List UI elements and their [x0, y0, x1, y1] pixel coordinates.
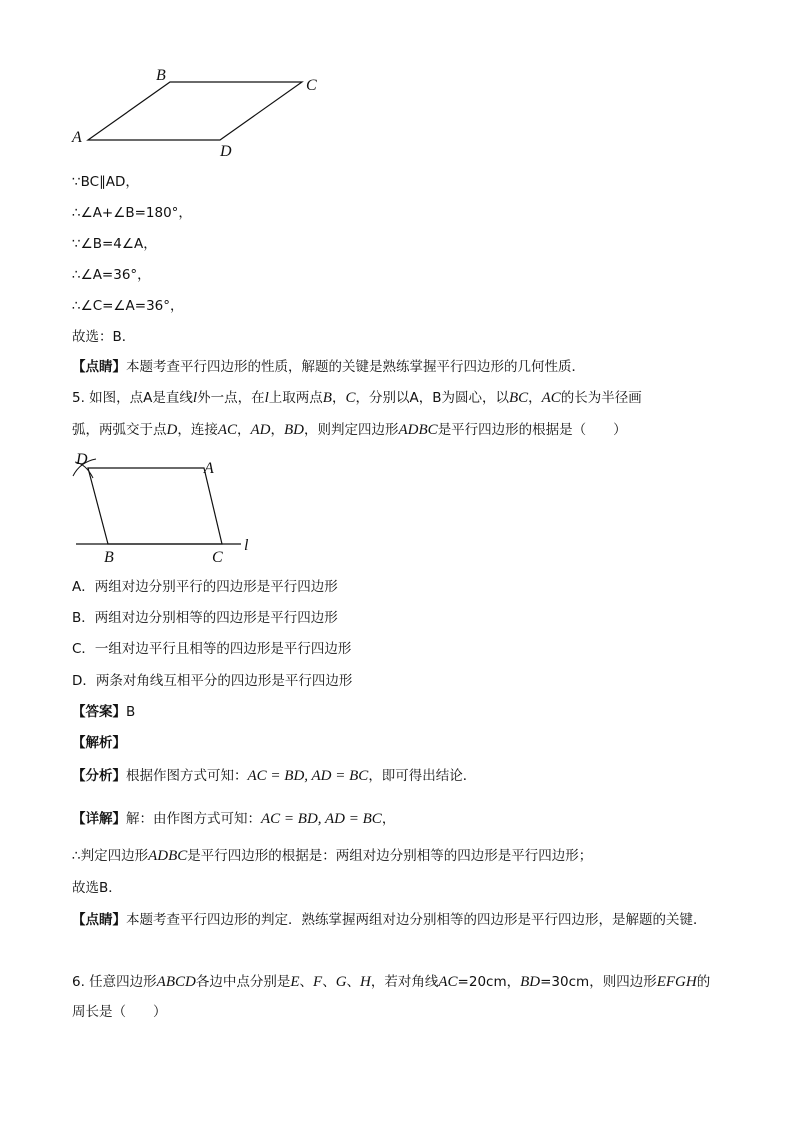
vertex-label-b: B [104, 549, 114, 566]
math-c: C [345, 390, 356, 406]
math-e: E [290, 974, 300, 990]
text: ， [381, 811, 396, 827]
text: 是平行四边形的根据是（ ） [437, 422, 627, 438]
text: 根据作图方式可知： [126, 768, 248, 784]
analysis-fenxi [72, 766, 476, 786]
q5-comment [72, 906, 722, 935]
math-bd: BD [520, 974, 541, 990]
line-label-l: l [244, 537, 249, 554]
vertex-label-a: A [72, 129, 82, 146]
construction-figure [66, 446, 266, 570]
choose: 故选B． [72, 880, 122, 896]
math-ac: AC [217, 422, 238, 438]
text: ， [237, 422, 251, 438]
proof-step-3: ∵∠B=4∠A， [72, 236, 157, 252]
math-expression: AC = BD, AD = BC [247, 768, 369, 784]
math-l: l [264, 390, 269, 406]
math-ac: AC [541, 390, 561, 406]
comment-text: 本题考查平行四边形的判定．熟练掌握两组对边分别相等的四边形是平行四边形，是解题的关键． [126, 912, 707, 928]
math-l: l [192, 390, 198, 406]
text: ，即可得出结论． [368, 768, 477, 784]
text: 5. 如图，点A是直线 [72, 390, 193, 406]
math-efgh: EFGH [656, 974, 697, 990]
text: ∴判定四边形 [72, 848, 149, 864]
proof-step-2: ∴∠A+∠B=180°， [72, 205, 192, 221]
math-bc: BC [508, 390, 529, 406]
analysis-tag: 【解析】 [72, 735, 126, 751]
math-b: B [322, 390, 332, 406]
text: 、 [299, 974, 314, 990]
text: 、 [322, 974, 336, 990]
quadrilateral-adbc [88, 468, 222, 544]
text: 弧，两弧交于点 [72, 422, 167, 438]
text: ，连接 [177, 422, 218, 438]
option-b: B．两组对边分别相等的四边形是平行四边形 [72, 610, 338, 626]
math-ac: AC [438, 974, 458, 990]
text: 6. 任意四边形 [72, 974, 157, 990]
option-d: D．两条对角线互相平分的四边形是平行四边形 [72, 673, 353, 689]
conclusion [72, 846, 592, 866]
text: 上取两点 [268, 390, 323, 406]
math-adbc: ADBC [398, 422, 438, 438]
comment-tag: 【点睛】 [72, 359, 126, 375]
text: ， [331, 390, 346, 406]
vertex-label-d: D [220, 143, 232, 160]
text: ，则判定四边形 [304, 422, 399, 438]
vertex-label-c: C [212, 549, 223, 566]
vertex-label-b: B [156, 67, 166, 84]
q6-stem-line1 [72, 972, 710, 992]
comment-text: 本题考查平行四边形的性质，解题的关键是熟练掌握平行四边形的几何性质． [126, 359, 585, 375]
proof-step-1: ∵BC∥AD， [72, 174, 139, 190]
text: ，若对角线 [370, 974, 439, 990]
math-g: G [335, 974, 347, 990]
text: 是平行四边形的根据是：两组对边分别相等的四边形是平行四边形； [187, 848, 593, 864]
q6-stem-line2: 周长是（ ） [72, 1004, 167, 1020]
text: 、 [346, 974, 361, 990]
text: =30cm，则四边形 [540, 974, 657, 990]
text: 的 [696, 974, 711, 990]
option-a: A．两组对边分别平行的四边形是平行四边形 [72, 579, 338, 595]
math-abcd: ABCD [156, 974, 196, 990]
xiangjie-tag: 【详解】 [72, 811, 126, 827]
text: ， [270, 422, 285, 438]
text: ， [528, 390, 542, 406]
text: 解：由作图方式可知： [126, 811, 261, 827]
text: 的长为半径画 [560, 390, 642, 406]
q5-stem-line2 [72, 420, 627, 440]
vertex-label-d: D [76, 451, 88, 468]
proof-choose: 故选：B． [72, 329, 136, 345]
proof-step-4: ∴∠A=36°， [72, 267, 151, 283]
math-adbc: ADBC [148, 848, 188, 864]
vertex-label-a: A [204, 460, 214, 477]
fenxi-tag: 【分析】 [72, 768, 126, 784]
answer-value: B [126, 704, 136, 720]
math-d: D [166, 422, 178, 438]
answer-tag: 【答案】 [72, 704, 126, 720]
option-c: C．一组对边平行且相等的四边形是平行四边形 [72, 641, 352, 657]
math-bd: BD [284, 422, 305, 438]
math-ad: AD [250, 422, 271, 438]
comment-tag: 【点睛】 [72, 912, 126, 928]
answer [72, 702, 135, 722]
math-h: H [360, 974, 371, 990]
vertex-label-c: C [306, 77, 317, 94]
text: =20cm， [457, 974, 521, 990]
proof-step-5: ∴∠C=∠A=36°， [72, 298, 184, 314]
text: ，分别以A，B为圆心，以 [355, 390, 509, 406]
math-expression: AC = BD, AD = BC [261, 811, 382, 827]
text: 各边中点分别是 [195, 974, 291, 990]
math-f: F [313, 974, 323, 990]
parallelogram-figure [60, 62, 330, 162]
text: 外一点，在 [197, 390, 265, 406]
q4-comment [72, 357, 585, 377]
parallelogram-shape [88, 82, 302, 140]
analysis-xiangjie [72, 809, 395, 829]
q5-stem-line1 [72, 388, 642, 408]
